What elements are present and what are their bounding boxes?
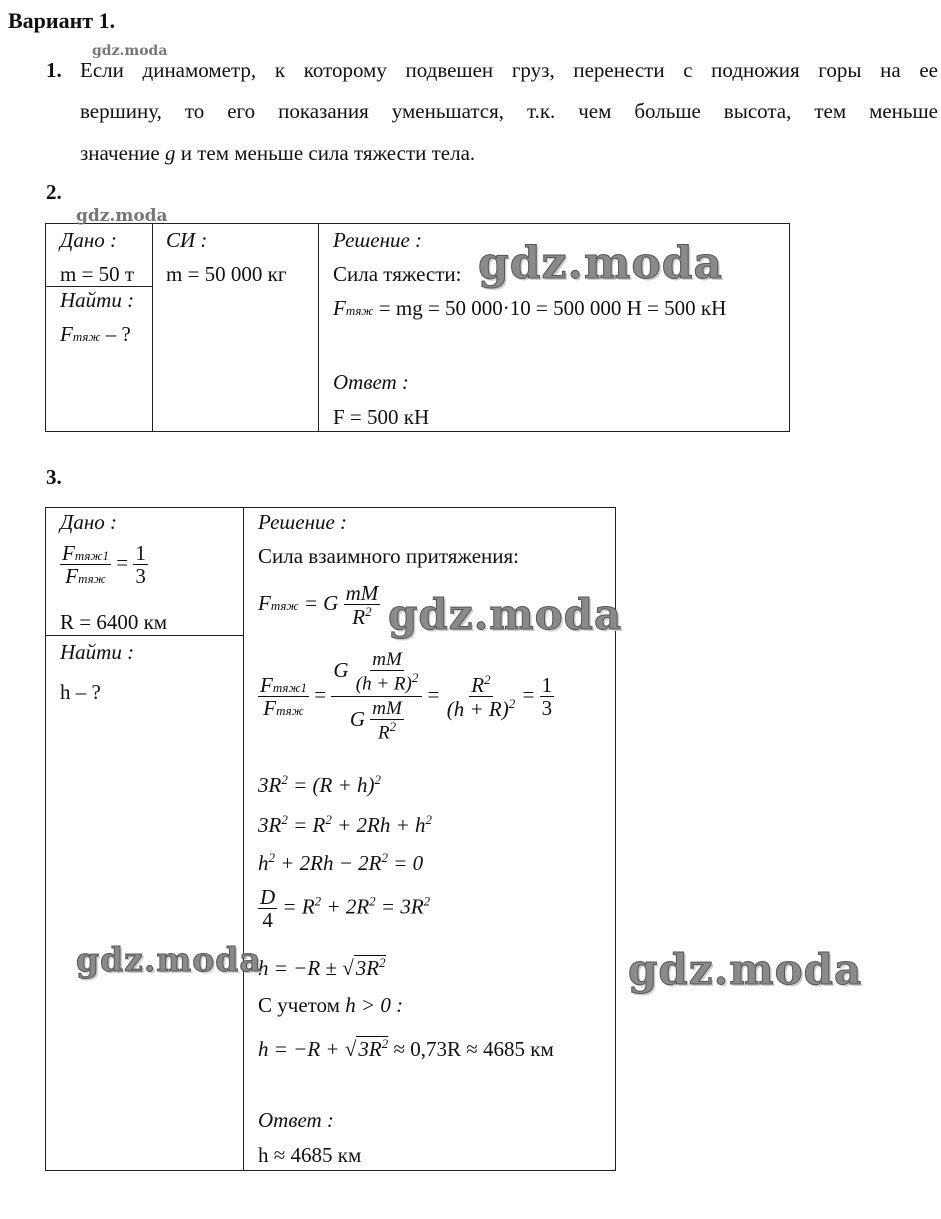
equals-G: = G [298,590,339,615]
denominator: $R^2$ [352,604,372,630]
value-fraction [133,542,148,587]
term: + 2Rh − 2R [275,851,382,875]
task1-line3 [80,141,475,166]
symbol-F: F [258,590,271,615]
term: h = −R ± [258,956,337,980]
task1-line3-a: значение [80,141,160,165]
task3-eq5: $h = -R \pm √3R^2$ [258,955,386,980]
task3-find-value: h – ? [60,680,101,704]
symbol-F: F [60,322,73,346]
task3-condition [258,993,403,1018]
task1-number: 1. [46,58,62,82]
denominator: 4 [262,908,273,933]
task1-line3-b: и тем меньше сила тяжести тела. [180,141,476,165]
denominator: R [378,722,390,744]
numerator: mM [372,698,402,720]
task3-given-ratio [60,542,148,587]
subscript: тяж [72,329,101,344]
watermark: gdz.moda [478,238,724,289]
find-rest: – ? [100,322,131,346]
symbol-G: G [333,657,349,682]
task3-find-label: Найти : [60,640,135,664]
law-fraction [344,582,381,628]
term: = 0 [388,851,424,875]
symbol-R: R [352,605,366,630]
term: + 2Rh + h [331,813,426,837]
task3-number: 3. [46,465,62,489]
numerator: mM [345,581,379,605]
task2-answer-label: Ответ : [333,370,409,394]
task2-find-label: Найти : [60,288,135,312]
term: = R [277,894,315,919]
task2-number: 2. [46,180,62,204]
variant-title: Вариант 1. [8,8,116,33]
symbol-F: F [333,296,346,320]
numerator: 1 [541,673,553,698]
force-ratio [258,674,309,719]
task1-line1: Если динамометр, к которому подвешен груз, перенести с подножия горы на ее [80,58,938,82]
subscript: тяж1 [272,680,308,696]
subscript: тяж1 [74,548,110,563]
symbol-G: G [349,707,366,732]
task2-find-value [60,322,131,347]
watermark: gdz.moda [628,945,863,994]
task3-solution-label: Решение : [258,510,348,534]
task2-formula [333,296,726,321]
task2-si-label: СИ : [166,228,208,252]
term: 3R [258,773,282,797]
symbol-F: F [65,564,79,589]
task3-given-label: Дано : [60,510,118,534]
term: h [258,851,269,875]
term: + 2R [321,894,370,919]
term: h = −R + [258,1037,340,1061]
term: = 3R [375,894,424,919]
term: = R [287,813,326,837]
term: = (R + h) [287,773,375,797]
task3-eq3: $h^2 + 2Rh - 2R^2 = 0$ [258,850,424,875]
task3-solution-line1: Сила взаимного притяжения: [258,544,519,568]
radius-fraction: $\frac{R^2}{(h + R)^2}$ [446,672,516,722]
result-fraction [540,674,555,719]
condition-math: h > 0 : [345,993,404,1017]
task2-answer-value: F = 500 кН [333,405,430,429]
denominator: 3 [541,696,553,721]
task3-ratio-equation: $\frac{\text{Fтяж1}}{\text{Fтяж}}$ = G $\frac{mM}{(h + R)^2}$ G $\frac{mM}{R^2}$ = $\frac{R^2}{(h + R)^2}$ = $\frac{1}{3}$ [260,649,553,744]
task2-solution-label: Решение : [333,228,423,252]
symbol-F: F [263,696,277,721]
complex-fraction: G $\frac{mM}{(h + R)^2}$ G $\frac{mM}{R^2}$ [331,650,422,743]
task3-eq4: $\frac{D}{4}$ = $R^2 + 2R^2 = 3R^2$ [260,885,431,933]
watermark: gdz.moda [76,206,168,226]
task3-eq1: $3R^2 = (R + h)^2$ [258,772,381,797]
watermark: gdz.moda [92,43,168,59]
task1-line2: вершину, то его показания уменьшатся, т.к. чем больше высота, тем меньше [80,99,938,123]
numerator: mM [372,649,402,670]
task3-answer-value: h ≈ 4685 км [258,1143,362,1167]
task3-gravity-law [258,582,380,628]
subscript: тяж [78,571,106,587]
watermark: gdz.moda [76,940,262,979]
task2-si-mass: m = 50 000 кг [166,262,287,286]
symbol-F: F [62,541,75,565]
subscript: тяж [276,703,304,719]
radicand: 3R [358,1037,382,1061]
denominator: (h + R) [446,697,509,722]
task2-given-mass: m = 50 т [60,262,135,286]
symbol-F: F [260,673,273,698]
denominator: (h + R) [355,673,412,695]
task3-eq6: $h = -R + √3R^2 \approx 0,73R \approx 4685$ км [258,1036,554,1061]
subscript: тяж [270,597,299,613]
subscript: тяж [345,303,374,318]
equals: = [116,550,129,575]
task2-given-label: Дано : [60,228,118,252]
watermark: gdz.moda [388,590,623,639]
radicand: 3R [355,956,380,980]
numerator: R [471,673,485,698]
task2-solution-line1: Сила тяжести: [333,262,462,286]
task3-answer-label: Ответ : [258,1108,334,1132]
task1-symbol-g: g [164,141,176,165]
numerator: D [260,885,276,909]
ratio-fraction [60,542,111,587]
formula-rest: = mg = 50 000·10 = 500 000 Н = 500 кН [373,296,727,320]
task3-eq2: $3R^2 = R^2 + 2Rh + h^2$ [258,812,432,837]
discriminant-fraction [258,886,277,931]
denominator: 3 [135,564,146,589]
condition-text: С учетом [258,993,340,1017]
numerator: 1 [135,541,146,565]
term: 3R [258,813,282,837]
result: ≈ 0,73R ≈ 4685 км [388,1037,554,1061]
task3-given-radius: R = 6400 км [60,610,168,634]
